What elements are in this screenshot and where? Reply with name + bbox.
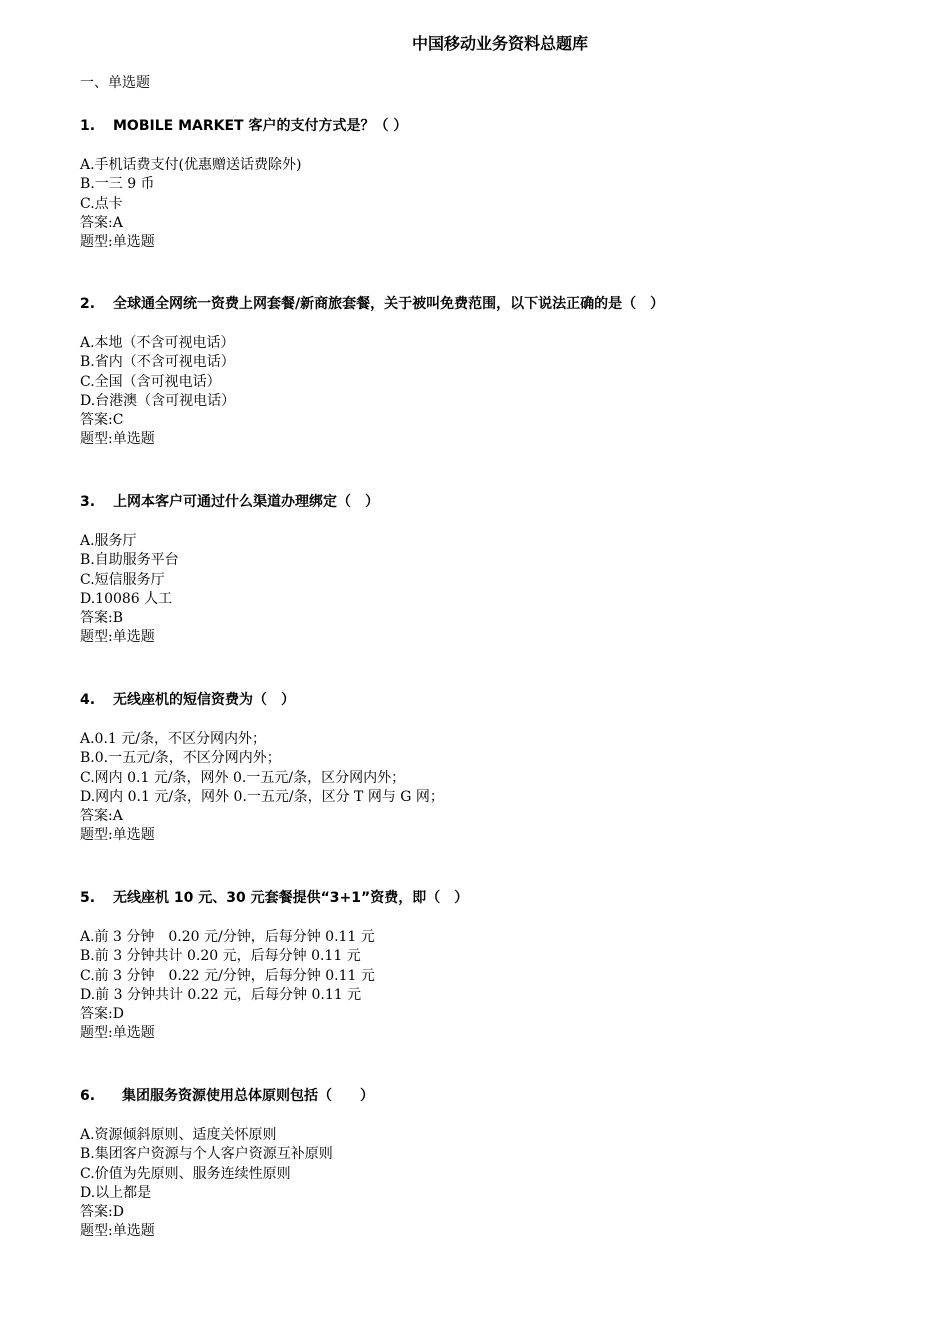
question-text: 无线座机 10 元、30 元套餐提供“3+1”资费，即（ ） [113,890,469,906]
type-line [80,826,900,845]
option-a: A.本地（不含可视电话） [80,335,235,351]
answer-line [80,1203,900,1222]
section-heading: 一、单选题 [80,75,150,91]
option-c: C.点卡 [80,195,123,212]
question-text: MOBILE MARKET 客户的支付方式是？（ ） [113,118,408,134]
answer-value: A [112,808,123,825]
question-heading [80,888,900,908]
document-title: 中国移动业务资料总题库 [411,34,588,53]
question-number: 4. [80,692,96,708]
answer-value: D [112,1204,124,1221]
question-body [80,730,900,846]
option-a: A.服务厅 [80,533,137,549]
question-body [80,1126,900,1242]
type-line [80,430,900,449]
option-d: D.网内 0.1 元/条，网外 0.一五元/条，区分 T 网与 G 网； [80,788,444,805]
answer-line [80,214,900,233]
question-number: 6. [80,1088,96,1104]
type-line [80,233,900,252]
answer-line [80,609,900,628]
question-body [80,532,900,648]
answer-line [80,411,900,430]
option-b: B.省内（不含可视电话） [80,354,235,371]
question-heading [80,690,900,710]
answer-prefix: 答案: [80,412,113,429]
question-item [80,888,900,1044]
question-text: 全球通全网统一资费上网套餐/新商旅套餐，关于被叫免费范围，以下说法正确的是（ ） [113,296,665,312]
answer-value: C [112,412,124,429]
question-item [80,690,900,846]
option-d: D.台港澳（含可视电话） [80,392,236,409]
option-b: B.自助服务平台 [80,552,179,569]
answer-prefix: 答案: [80,610,113,627]
option-a: A.0.1 元/条，不区分网内外； [80,731,266,747]
question-text: 上网本客户可通过什么渠道办理绑定（ ） [113,494,379,510]
option-c: C.前 3 分钟 0.22 元/分钟，后每分钟 0.11 元 [80,967,375,984]
type-prefix: 题型: [80,1223,113,1240]
type-value: 单选题 [112,431,155,448]
answer-prefix: 答案: [80,214,113,231]
type-value: 单选题 [112,629,155,646]
question-number: 5. [80,890,96,906]
type-prefix: 题型: [80,1025,113,1042]
option-b: B.一三 9 币 [80,176,155,193]
option-d: D.以上都是 [80,1184,152,1201]
type-prefix: 题型: [80,431,113,448]
option-c: C.全国（含可视电话） [80,373,221,390]
type-value: 单选题 [112,1223,155,1240]
question-item [80,492,900,648]
answer-prefix: 答案: [80,1006,113,1023]
type-prefix: 题型: [80,629,113,646]
question-number: 3. [80,494,96,510]
option-c: C.短信服务厅 [80,571,165,588]
question-item [80,1086,900,1242]
question-number: 1. [80,118,96,134]
option-d: D.10086 人工 [80,590,173,607]
type-prefix: 题型: [80,234,113,251]
option-b: B.集团客户资源与个人客户资源互补原则 [80,1146,333,1163]
question-number: 2. [80,296,96,312]
type-line [80,1024,900,1043]
option-a: A.前 3 分钟 0.20 元/分钟，后每分钟 0.11 元 [80,929,375,945]
answer-line [80,807,900,826]
answer-value: A [112,214,123,231]
option-a: A.手机话费支付(优惠赠送话费除外) [80,157,302,173]
type-value: 单选题 [112,1025,155,1042]
option-a: A.资源倾斜原则、适度关怀原则 [80,1127,277,1143]
type-value: 单选题 [112,827,155,844]
question-text: 集团服务资源使用总体原则包括（ ） [122,1088,374,1104]
answer-value: B [112,610,124,627]
option-b: B.前 3 分钟共计 0.20 元，后每分钟 0.11 元 [80,948,361,965]
question-heading [80,116,900,136]
answer-value: D [112,1006,124,1023]
option-b: B.0.一五元/条，不区分网内外； [80,750,281,767]
question-heading [80,492,900,512]
question-heading [80,294,900,314]
answer-prefix: 答案: [80,808,113,825]
type-value: 单选题 [112,234,155,251]
question-body [80,334,900,450]
type-prefix: 题型: [80,827,113,844]
question-text: 无线座机的短信资费为（ ） [113,692,295,708]
option-c: C.价值为先原则、服务连续性原则 [80,1165,291,1182]
type-line [80,628,900,647]
answer-prefix: 答案: [80,1204,113,1221]
question-body [80,928,900,1044]
question-heading [80,1086,900,1106]
option-d: D.前 3 分钟共计 0.22 元，后每分钟 0.11 元 [80,986,362,1003]
answer-line [80,1005,900,1024]
question-item [80,294,900,450]
option-c: C.网内 0.1 元/条，网外 0.一五元/条，区分网内外； [80,769,406,786]
type-line [80,1222,900,1241]
question-body [80,156,900,252]
question-item [80,116,900,252]
